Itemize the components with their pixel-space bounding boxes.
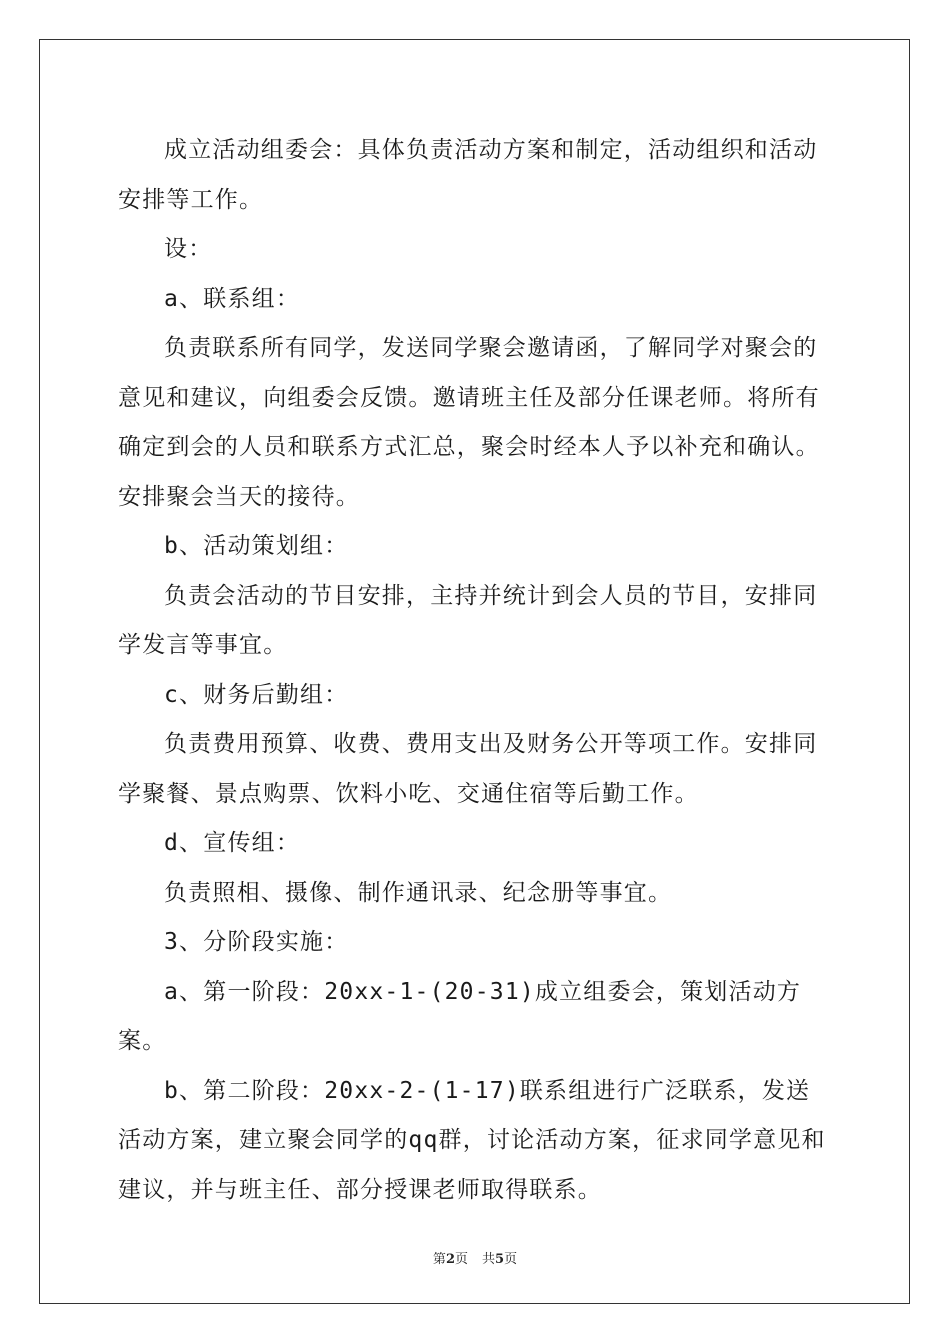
page-current: 2 (445, 1252, 455, 1267)
heading-publicity-group: d、宣传组： (164, 830, 301, 856)
total-suffix: 页 (504, 1252, 518, 1267)
paragraph-phase-one: a、第一阶段：20xx-1-(20-31)成立组委会，策划活动方案。 (118, 978, 802, 1054)
paragraph-finance-duties: 负责费用预算、收费、费用支出及财务公开等项工作。安排同学聚餐、景点购票、饮料小吃、交通住宿等后勤工作。 (118, 731, 818, 807)
heading-finance-group: c、财务后勤组： (164, 681, 349, 708)
document-body (118, 126, 834, 1215)
paragraph-phase-two: b、第二阶段：20xx-2-(1-17)联系组进行广泛联系，发送活动方案，建立聚会同学的qq群，讨论活动方案，征求同学意见和建议，并与班主任、部分授课老师取得联系。 (118, 1077, 826, 1203)
heading-phases: 3、分阶段实施： (164, 929, 349, 955)
page-footer (0, 1248, 950, 1267)
paragraph-setup: 设： (164, 236, 213, 262)
paragraph-committee: 成立活动组委会：具体负责活动方案和制定，活动组织和活动安排等工作。 (118, 137, 818, 213)
page-total: 5 (495, 1252, 505, 1267)
page-prefix: 第 (432, 1252, 446, 1267)
paragraph-planning-duties: 负责会活动的节目安排，主持并统计到会人员的节目，安排同学发言等事宜。 (118, 582, 818, 658)
paragraph-contact-duties: 负责联系所有同学，发送同学聚会邀请函，了解同学对聚会的意见和建议，向组委会反馈。邀请班主任及部分任课老师。将所有确定到会的人员和联系方式汇总，聚会时经本人予以补充和确认。安排聚会当天的接待。 (118, 335, 820, 510)
paragraph-publicity-duties: 负责照相、摄像、制作通讯录、纪念册等事宜。 (164, 879, 673, 906)
page-suffix: 页 (454, 1252, 468, 1267)
heading-contact-group: a、联系组： (164, 285, 301, 312)
heading-planning-group: b、活动策划组： (164, 533, 349, 559)
total-prefix: 共 (482, 1252, 496, 1267)
